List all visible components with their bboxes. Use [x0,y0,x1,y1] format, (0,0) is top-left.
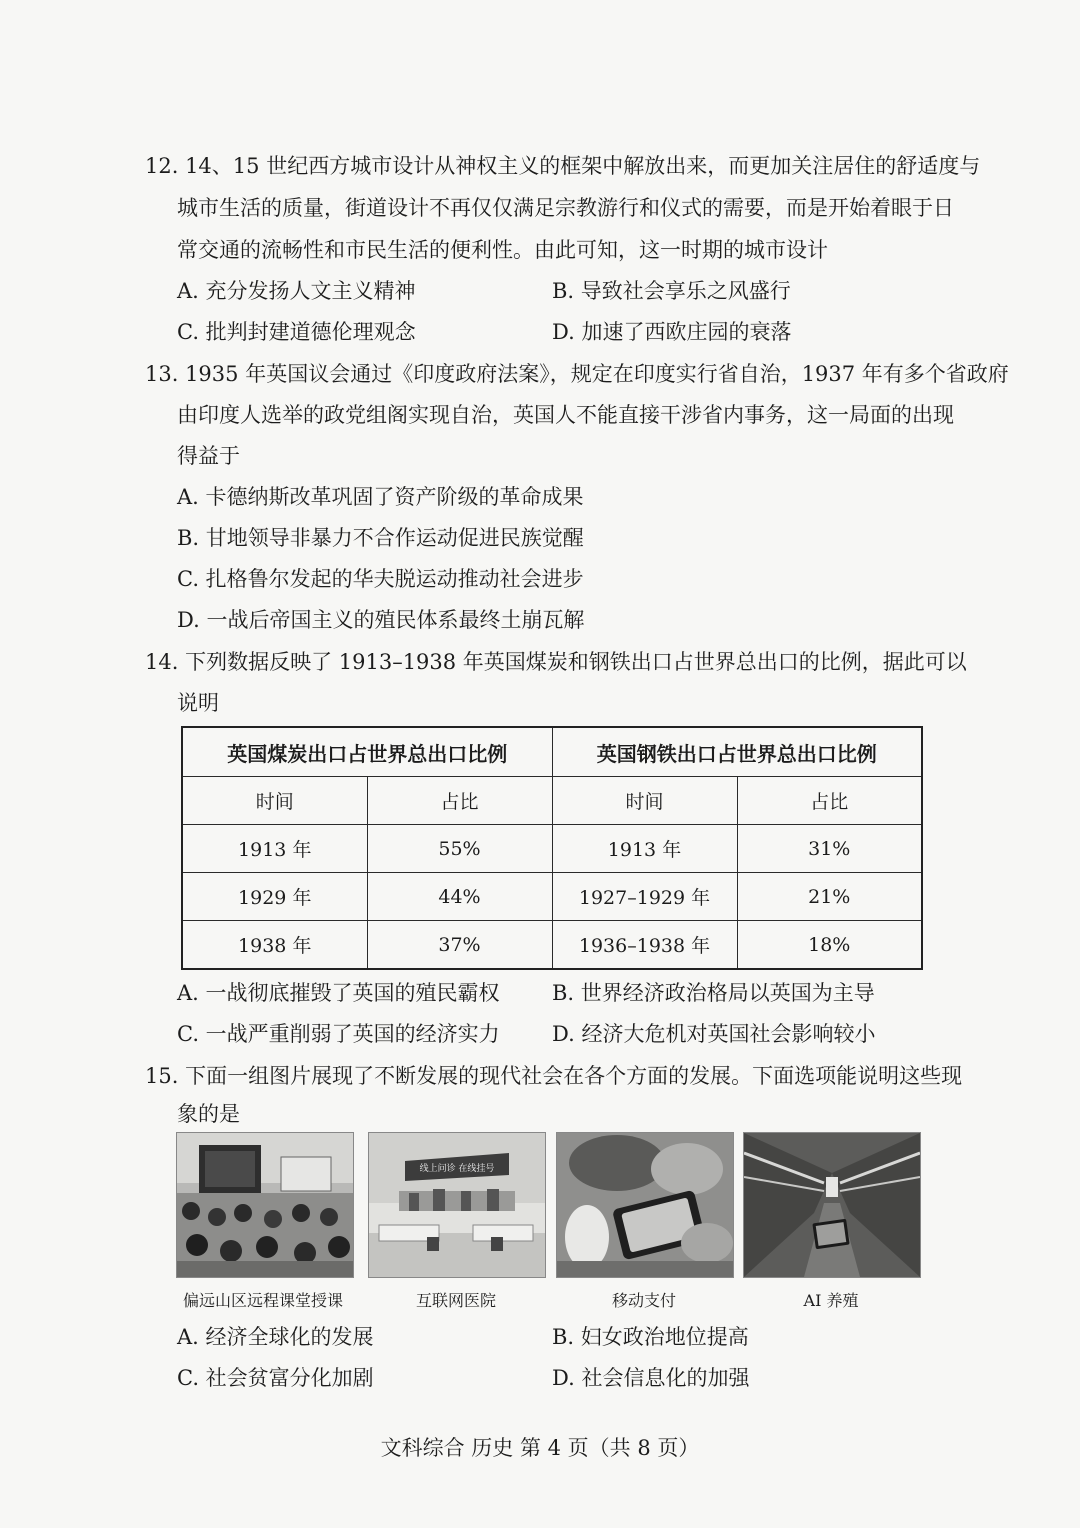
steel-table-title: 英国钢铁出口占世界总出口比例 [552,727,922,777]
q14-option-c: C. 一战严重削弱了英国的经济实力 [177,1022,500,1046]
q13-stem-line3: 得益于 [177,444,240,468]
q12-stem-line3: 常交通的流畅性和市民生活的便利性。由此可知，这一时期的城市设计 [177,238,828,262]
q15-option-d: D. 社会信息化的加强 [552,1366,750,1390]
page-footer: 文科综合 历史 第 4 页（共 8 页） [380,1436,700,1460]
steel-share-cell: 21% [737,873,922,921]
q13-option-b: B. 甘地领导非暴力不合作运动促进民族觉醒 [177,526,584,550]
q14-stem-line2: 说明 [177,691,219,715]
q12-stem-line1: 12. 14、15 世纪西方城市设计从神权主义的框架中解放出来，而更加关注居住的舒适度与 [145,154,981,178]
export-share-table [181,726,923,970]
internet-hospital-photo [368,1132,546,1278]
caption-ai-farming: AI 养殖 [803,1291,859,1310]
q13-stem-line2: 由印度人选举的政党组阁实现自治，英国人不能直接干涉省内事务，这一局面的出现 [177,403,954,427]
table-row [182,921,922,970]
ai-farming-photo [743,1132,921,1278]
table-row [182,873,922,921]
photo-strip [176,1132,920,1312]
q13-option-c: C. 扎格鲁尔发起的华夫脱运动推动社会进步 [177,567,584,591]
q15-stem-line2: 象的是 [177,1102,240,1126]
coal-share-cell: 44% [367,873,552,921]
q12-stem-line2: 城市生活的质量，街道设计不再仅仅满足宗教游行和仪式的需要，而是开始着眼于日 [177,196,954,220]
coal-table-title: 英国煤炭出口占世界总出口比例 [182,727,552,777]
q13-stem-line1: 13. 1935 年英国议会通过《印度政府法案》，规定在印度实行省自治，1937 年有多个省政府 [145,362,1009,386]
q12-option-c: C. 批判封建道德伦理观念 [177,320,416,344]
table-row [182,825,922,873]
steel-year-cell: 1913 年 [552,825,737,873]
coal-year-cell: 1938 年 [182,921,367,970]
steel-share-header: 占比 [737,777,922,825]
q15-option-b: B. 妇女政治地位提高 [552,1325,749,1349]
q12-option-a: A. 充分发扬人文主义精神 [177,279,416,303]
steel-share-cell: 31% [737,825,922,873]
coal-year-cell: 1929 年 [182,873,367,921]
steel-year-cell: 1936–1938 年 [552,921,737,970]
q12-option-d: D. 加速了西欧庄园的衰落 [552,320,792,344]
q14-option-d: D. 经济大危机对英国社会影响较小 [552,1022,876,1046]
steel-share-cell: 18% [737,921,922,970]
q14-option-b: B. 世界经济政治格局以英国为主导 [552,981,875,1005]
steel-time-header: 时间 [552,777,737,825]
q14-option-a: A. 一战彻底摧毁了英国的殖民霸权 [177,981,500,1005]
coal-time-header: 时间 [182,777,367,825]
hospital-banner-text: 线上问诊 在线挂号 [419,1164,495,1174]
caption-mobile-payment: 移动支付 [611,1291,676,1310]
q14-stem-line1: 14. 下列数据反映了 1913–1938 年英国煤炭和钢铁出口占世界总出口的比例，据此可以 [145,650,967,674]
steel-year-cell: 1927–1929 年 [552,873,737,921]
caption-remote-classroom: 偏远山区远程课堂授课 [182,1291,343,1310]
coal-year-cell: 1913 年 [182,825,367,873]
remote-classroom-photo [176,1132,354,1278]
q15-option-c: C. 社会贫富分化加剧 [177,1366,374,1390]
q15-option-a: A. 经济全球化的发展 [177,1325,374,1349]
coal-share-cell: 55% [367,825,552,873]
q13-option-a: A. 卡德纳斯改革巩固了资产阶级的革命成果 [177,485,584,509]
coal-share-header: 占比 [367,777,552,825]
q15-stem-line1: 15. 下面一组图片展现了不断发展的现代社会在各个方面的发展。下面选项能说明这些现 [145,1064,963,1088]
q13-option-d: D. 一战后帝国主义的殖民体系最终土崩瓦解 [177,608,585,632]
mobile-payment-photo [556,1132,734,1278]
q12-option-b: B. 导致社会享乐之风盛行 [552,279,791,303]
coal-share-cell: 37% [367,921,552,970]
caption-internet-hospital: 互联网医院 [415,1291,496,1310]
